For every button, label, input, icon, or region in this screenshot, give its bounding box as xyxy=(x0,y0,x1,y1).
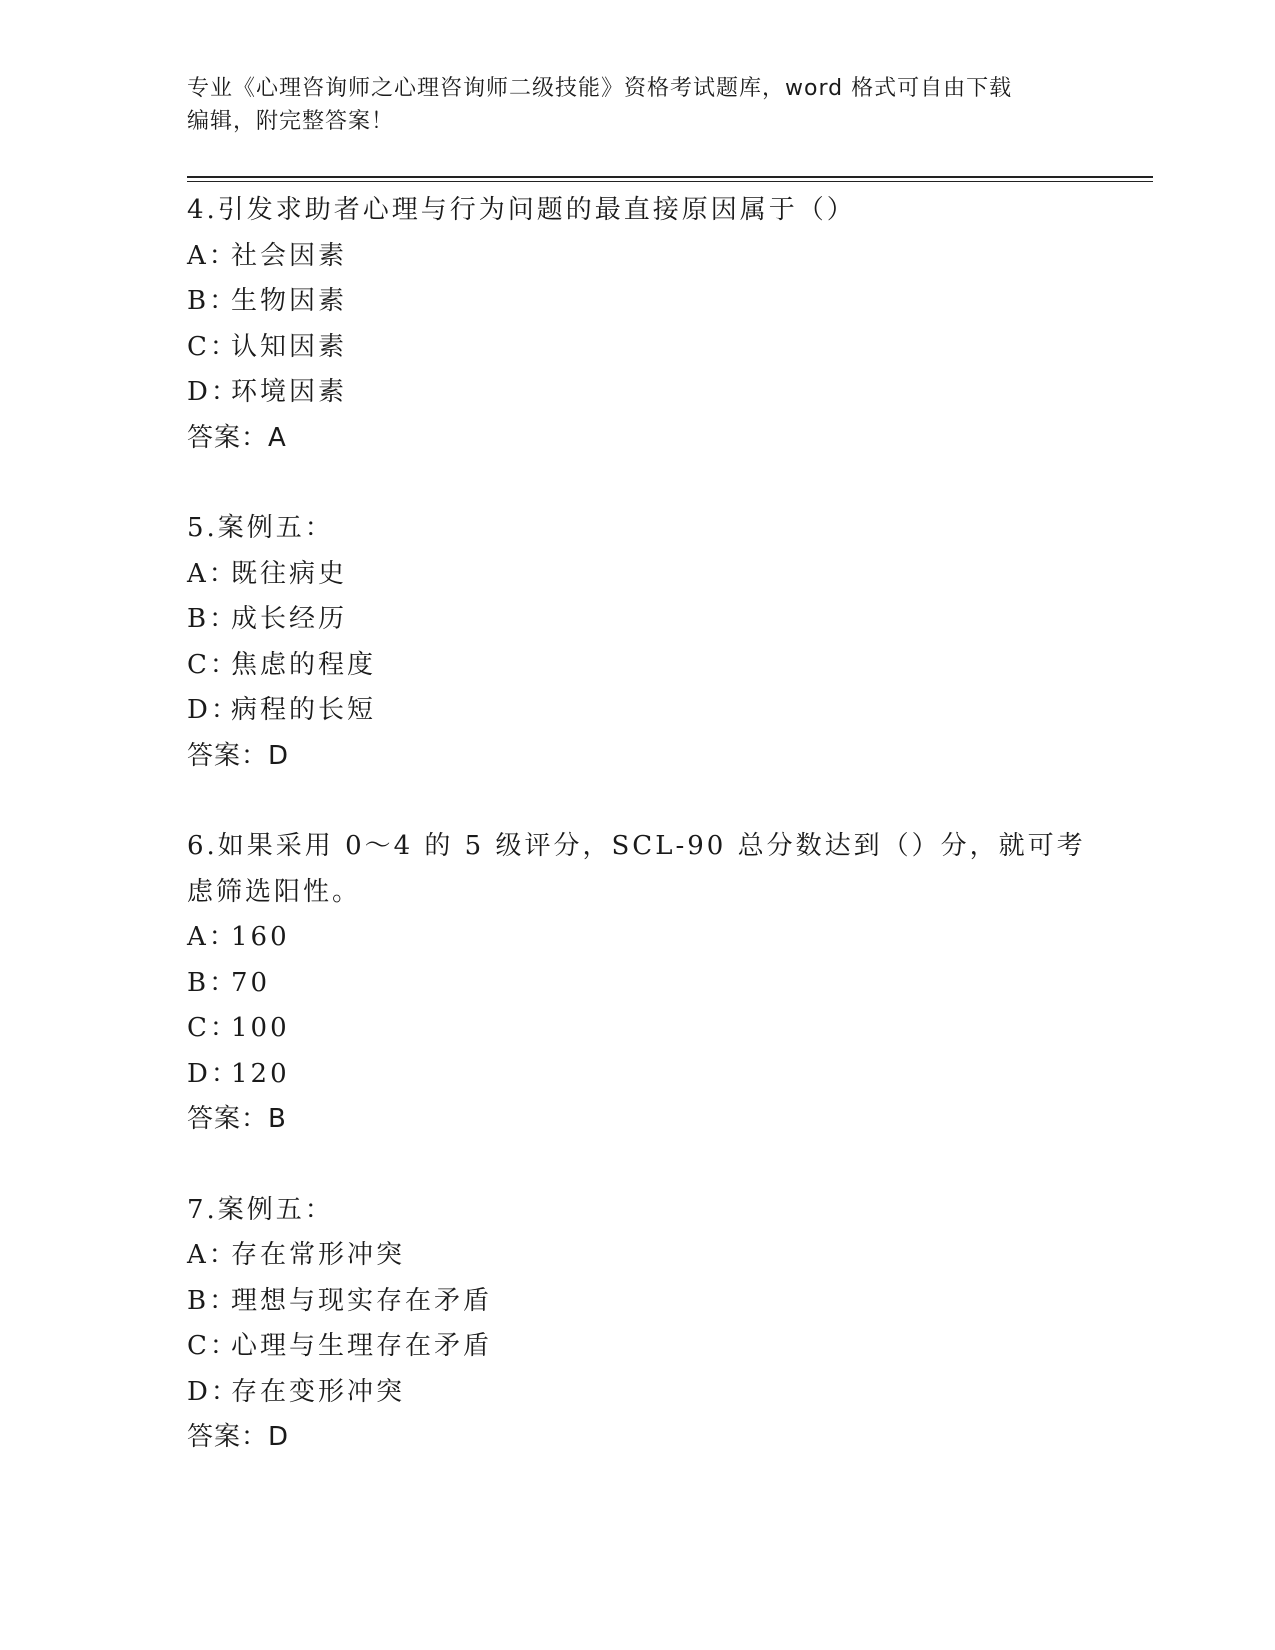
question-title: 6.如果采用 0～4 的 5 级评分，SCL-90 总分数达到（）分，就可考虑筛选阳性。 xyxy=(187,831,1086,907)
option-text: 100 xyxy=(231,1013,290,1043)
question-7 xyxy=(187,1188,1087,1461)
question-6 xyxy=(187,824,1087,1143)
option-b xyxy=(187,597,1087,643)
option-text: 160 xyxy=(231,922,290,952)
option-b xyxy=(187,279,1087,325)
question-title: 7.案例五： xyxy=(187,1194,334,1225)
option-b xyxy=(187,961,1087,1007)
option-d xyxy=(187,1052,1087,1098)
option-key: B： xyxy=(187,286,239,316)
option-key: B： xyxy=(187,967,239,998)
option-key: B： xyxy=(187,1285,239,1316)
header-line-1: 专业《心理咨询师之心理咨询师二级技能》资格考试题库，word 格式可自由下载 xyxy=(187,76,1013,101)
option-a xyxy=(187,552,1087,598)
option-key: C： xyxy=(187,331,239,362)
option-text: 理想与现实存在矛盾 xyxy=(231,1285,493,1316)
option-key: D： xyxy=(187,1058,240,1089)
option-text: 70 xyxy=(231,967,271,998)
option-key: A： xyxy=(187,240,238,271)
option-key: A： xyxy=(187,922,238,952)
option-key: C： xyxy=(187,1331,239,1361)
option-a xyxy=(187,234,1087,280)
option-text: 120 xyxy=(231,1058,290,1089)
option-text: 生物因素 xyxy=(231,286,348,316)
option-a xyxy=(187,915,1087,961)
document-header xyxy=(187,72,1067,138)
question-list xyxy=(187,188,1087,1506)
question-title: 5.案例五： xyxy=(187,513,334,543)
option-key: D： xyxy=(187,1376,240,1407)
option-d xyxy=(187,1370,1087,1416)
option-text: 环境因素 xyxy=(231,377,348,407)
option-c xyxy=(187,325,1087,371)
answer-line: 答案：A xyxy=(187,422,287,453)
answer-line: 答案：D xyxy=(187,1422,290,1452)
option-d xyxy=(187,688,1087,734)
option-c xyxy=(187,1006,1087,1052)
option-c xyxy=(187,643,1087,689)
option-c xyxy=(187,1324,1087,1370)
header-divider-thick xyxy=(187,176,1153,178)
option-key: A： xyxy=(187,1240,238,1270)
option-key: D： xyxy=(187,695,240,725)
option-a xyxy=(187,1233,1087,1279)
option-key: C： xyxy=(187,1013,239,1043)
option-text: 认知因素 xyxy=(231,331,348,362)
question-title: 4.引发求助者心理与行为问题的最直接原因属于（） xyxy=(187,195,856,225)
option-key: B： xyxy=(187,604,239,634)
option-text: 社会因素 xyxy=(231,240,348,271)
option-text: 既往病史 xyxy=(231,558,348,589)
header-line-2: 编辑，附完整答案！ xyxy=(187,109,395,134)
option-key: C： xyxy=(187,649,239,680)
question-4 xyxy=(187,188,1087,461)
option-key: D： xyxy=(187,377,240,407)
option-text: 存在常形冲突 xyxy=(231,1240,406,1270)
header-divider-thin xyxy=(187,181,1153,182)
question-5 xyxy=(187,506,1087,779)
answer-line: 答案：D xyxy=(187,740,290,771)
answer-line: 答案：B xyxy=(187,1104,287,1134)
option-key: A： xyxy=(187,558,238,589)
option-text: 存在变形冲突 xyxy=(231,1376,406,1407)
option-text: 成长经历 xyxy=(231,604,348,634)
option-b xyxy=(187,1279,1087,1325)
option-text: 病程的长短 xyxy=(231,695,377,725)
option-text: 焦虑的程度 xyxy=(231,649,377,680)
option-d xyxy=(187,370,1087,416)
option-text: 心理与生理存在矛盾 xyxy=(231,1331,493,1361)
